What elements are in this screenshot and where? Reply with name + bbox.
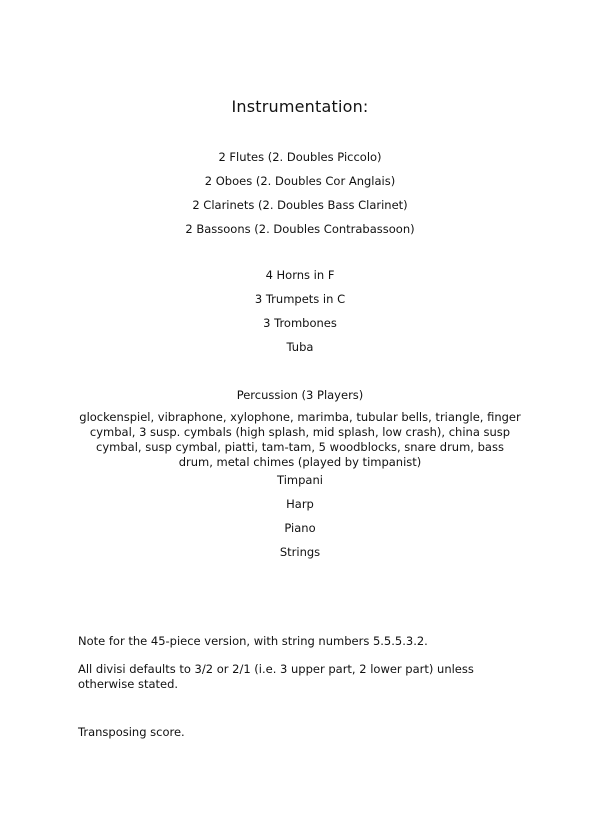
percussion-heading: Percussion (3 Players) [236,388,364,402]
brass-line-tuba: Tuba [286,340,314,354]
percussion-description: glockenspiel, vibraphone, xylophone, marimba, tubular bells, triangle, finger cymbal, 3 susp. cymbals (high splash, mid splash, low crash), china susp cymbal, susp cymbal, piatti, tam-tam, 5 woodblocks, snare drum, bass drum, metal chimes (played by timpanist) [79,410,521,469]
version-note: Note for the 45-piece version, with string numbers 5.5.5.3.2. [78,634,428,648]
page-title: Instrumentation: [231,97,369,116]
percussion-section [70,383,530,407]
brass-line-trumpets: 3 Trumpets in C [254,292,346,306]
woodwind-line-oboes: 2 Oboes (2. Doubles Cor Anglais) [204,174,396,188]
woodwind-line-clarinets: 2 Clarinets (2. Doubles Bass Clarinet) [192,198,408,212]
brass-line-trombones: 3 Trombones [263,316,337,330]
instrument-line-harp: Harp [286,497,314,511]
brass-section [70,263,530,359]
instrument-line-piano: Piano [284,521,316,535]
transposing-note: Transposing score. [78,725,185,739]
woodwind-line-flutes: 2 Flutes (2. Doubles Piccolo) [218,150,382,164]
instrument-line-strings: Strings [279,545,321,559]
instrument-line-timpani: Timpani [277,473,323,487]
woodwinds-section [70,145,530,241]
woodwind-line-bassoons: 2 Bassoons (2. Doubles Contrabassoon) [185,222,415,236]
divisi-note: All divisi defaults to 3/2 or 2/1 (i.e. 3 upper part, 2 lower part) unless otherwise stated. [78,662,474,691]
brass-line-horns: 4 Horns in F [265,268,335,282]
other-instruments-section [70,468,530,564]
